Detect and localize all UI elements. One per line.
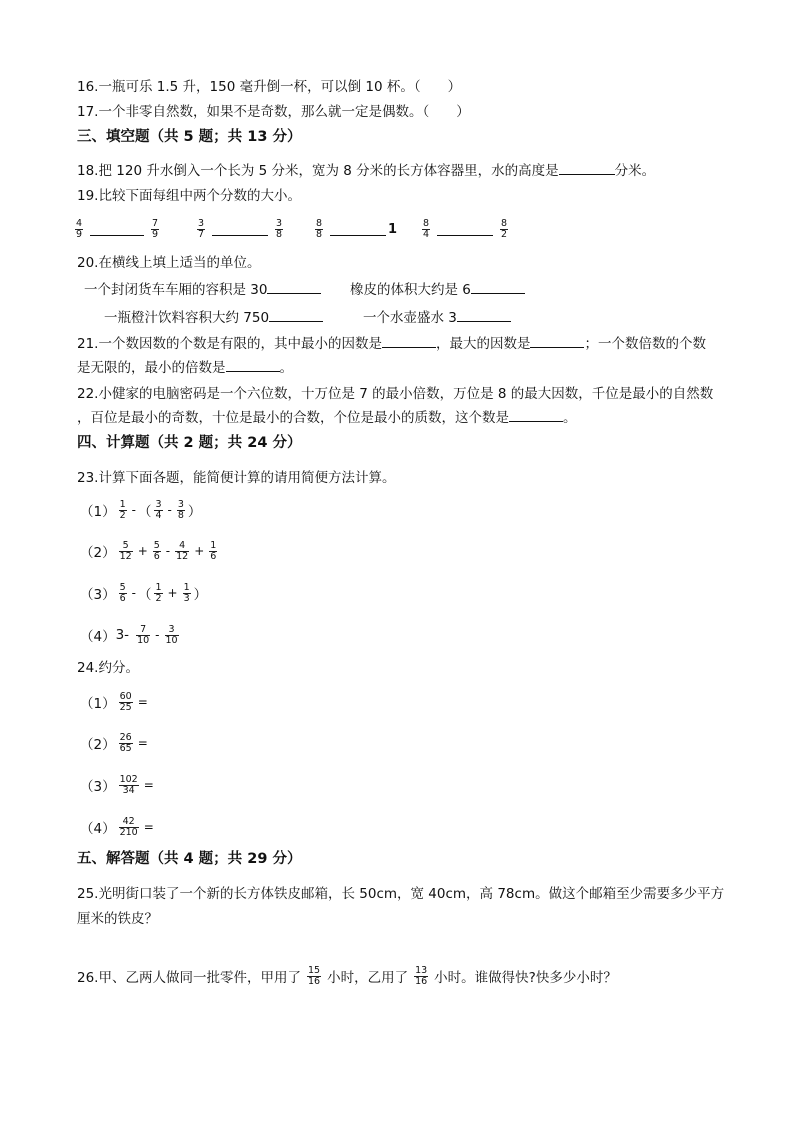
q19-g2-fraction-b: $\frac{3}{8}$ bbox=[276, 217, 283, 240]
q24-item-4 bbox=[80, 813, 156, 841]
minus-sign: - bbox=[155, 628, 160, 642]
question-22-line-1: 22.小健家的电脑密码是一个六位数，十万位是 7 的最小倍数，万位是 8 的最大因数，千位是最小的自然数 bbox=[77, 386, 714, 402]
question-25-line-2: 厘米的铁皮？ bbox=[77, 911, 158, 927]
q23-1-label: （1） bbox=[80, 504, 116, 520]
q20-a-text: 一个封闭货车车厢的容积是 30 bbox=[84, 282, 268, 298]
fraction: $\frac{3}{8}$ bbox=[177, 498, 184, 521]
q19-g1-fraction-b: $\frac{7}{9}$ bbox=[152, 217, 159, 240]
q21-text-e: 。 bbox=[279, 360, 293, 376]
q21-text-d: 是无限的，最小的倍数是 bbox=[77, 360, 226, 376]
question-16: 16.一瓶可乐 1.5 升，150 毫升倒一杯，可以倒 10 杯。（ ） bbox=[77, 79, 462, 95]
left-paren: （ bbox=[137, 504, 152, 520]
q20-d-text: 一个水壶盛水 3 bbox=[363, 310, 457, 326]
q24-2-label: （2） bbox=[80, 737, 116, 753]
fraction: $\frac{1}{2}$ bbox=[155, 581, 162, 604]
fraction: $\frac{5}{6}$ bbox=[119, 581, 126, 604]
q22-text-b: ，百位是最小的奇数，十位是最小的合数，个位是最小的质数，这个数是 bbox=[77, 410, 509, 426]
q20-b-blank[interactable] bbox=[471, 280, 525, 294]
q24-3-label: （3） bbox=[80, 779, 116, 795]
whole-number: 3- bbox=[115, 627, 130, 643]
q20-b-text: 橡皮的体积大约是 6 bbox=[350, 282, 471, 298]
q23-4-label: （4） bbox=[80, 629, 116, 645]
minus-sign: - bbox=[167, 503, 172, 517]
question-24: 24.约分。 bbox=[77, 660, 139, 676]
q20-item-b bbox=[350, 278, 525, 298]
minus-sign: - bbox=[131, 503, 136, 517]
section-4-heading: 四、计算题（共 2 题；共 24 分） bbox=[77, 435, 302, 451]
equals-sign: = bbox=[137, 736, 148, 750]
q20-a-blank[interactable] bbox=[267, 280, 321, 294]
question-26 bbox=[77, 962, 617, 990]
question-22-line-2 bbox=[77, 408, 577, 428]
plus-sign: + bbox=[137, 544, 148, 558]
q19-g3-blank[interactable] bbox=[330, 222, 386, 236]
fraction: $\frac{13}{16}$ bbox=[415, 964, 428, 987]
question-19: 19.比较下面每组中两个分数的大小。 bbox=[77, 188, 301, 204]
plus-sign: + bbox=[194, 544, 205, 558]
equals-sign: = bbox=[143, 820, 154, 834]
fraction: $\frac{26}{65}$ bbox=[119, 731, 132, 754]
minus-sign: - bbox=[131, 586, 136, 600]
q23-part-3 bbox=[80, 580, 207, 606]
question-21-line-2 bbox=[77, 358, 293, 378]
fraction: $\frac{5}{6}$ bbox=[153, 539, 160, 562]
q23-part-2 bbox=[80, 538, 220, 564]
equals-sign: = bbox=[143, 778, 154, 792]
q19-g4-fraction-a: $\frac{8}{4}$ bbox=[423, 217, 430, 240]
fraction: $\frac{3}{4}$ bbox=[155, 498, 162, 521]
fraction: $\frac{5}{12}$ bbox=[119, 539, 132, 562]
q26-text-a: 26.甲、乙两人做同一批零件，甲用了 bbox=[77, 970, 301, 986]
q24-item-1 bbox=[80, 688, 150, 716]
q19-group-3 bbox=[312, 216, 397, 242]
fraction: $\frac{42}{210}$ bbox=[119, 815, 138, 838]
q21-blank-1[interactable] bbox=[382, 334, 436, 348]
q20-c-blank[interactable] bbox=[269, 308, 323, 322]
q19-group-4 bbox=[419, 216, 511, 242]
fraction: $\frac{4}{12}$ bbox=[176, 539, 189, 562]
q23-2-label: （2） bbox=[80, 545, 116, 561]
q21-text-c: ；一个数倍数的个数 bbox=[584, 336, 706, 352]
fraction: $\frac{7}{10}$ bbox=[137, 623, 150, 646]
q22-blank[interactable] bbox=[509, 408, 563, 422]
q24-1-label: （1） bbox=[80, 696, 116, 712]
q20-item-c bbox=[104, 306, 323, 326]
fraction: $\frac{60}{25}$ bbox=[119, 690, 132, 713]
left-paren: （ bbox=[137, 587, 152, 603]
q19-g3-number: 1 bbox=[388, 221, 398, 237]
fraction: $\frac{15}{16}$ bbox=[307, 964, 321, 987]
q23-part-4 bbox=[80, 622, 182, 648]
question-20: 20.在横线上填上适当的单位。 bbox=[77, 255, 261, 271]
q19-g4-blank[interactable] bbox=[437, 222, 493, 236]
q20-item-a bbox=[84, 278, 321, 298]
q24-item-3 bbox=[80, 771, 156, 799]
section-5-heading: 五、解答题（共 4 题；共 29 分） bbox=[77, 851, 302, 867]
q24-4-label: （4） bbox=[80, 821, 116, 837]
question-21-line-1 bbox=[77, 334, 706, 354]
q26-text-b: 小时，乙用了 bbox=[327, 970, 409, 986]
q20-d-blank[interactable] bbox=[457, 308, 511, 322]
q23-part-1 bbox=[80, 497, 201, 523]
q23-3-label: （3） bbox=[80, 587, 116, 603]
equals-sign: = bbox=[137, 695, 148, 709]
plus-sign: + bbox=[167, 586, 178, 600]
fraction: $\frac{1}{3}$ bbox=[183, 581, 190, 604]
q21-text-b: ，最大的因数是 bbox=[435, 336, 531, 352]
q19-g2-blank[interactable] bbox=[212, 222, 268, 236]
question-17: 17.一个非零自然数，如果不是奇数，那么就一定是偶数。（ ） bbox=[77, 104, 470, 120]
q18-text: 18.把 120 升水倒入一个长为 5 分米，宽为 8 分米的长方体容器里，水的高度是 bbox=[77, 163, 559, 179]
q19-group-1 bbox=[72, 216, 162, 242]
q20-item-d bbox=[363, 306, 511, 326]
fraction: $\frac{1}{6}$ bbox=[210, 539, 217, 562]
q19-g1-fraction-a: $\frac{4}{9}$ bbox=[76, 217, 83, 240]
q19-g2-fraction-a: $\frac{3}{7}$ bbox=[198, 217, 205, 240]
q19-g1-blank[interactable] bbox=[90, 222, 144, 236]
right-paren: ） bbox=[187, 504, 202, 520]
fraction: $\frac{102}{34}$ bbox=[119, 773, 138, 796]
q19-g4-fraction-b: $\frac{8}{2}$ bbox=[501, 217, 508, 240]
q18-unit: 分米。 bbox=[614, 163, 656, 179]
fraction: $\frac{3}{10}$ bbox=[165, 623, 178, 646]
question-25-line-1: 25.光明街口装了一个新的长方体铁皮邮箱，长 50cm，宽 40cm，高 78cm。做这个邮箱至少需要多少平方 bbox=[77, 886, 725, 902]
q19-group-2 bbox=[194, 216, 286, 242]
question-18 bbox=[77, 161, 655, 181]
q22-text-c: 。 bbox=[563, 410, 577, 426]
q21-blank-2[interactable] bbox=[530, 334, 584, 348]
right-paren: ） bbox=[193, 587, 208, 603]
q21-text-a: 21.一个数因数的个数是有限的，其中最小的因数是 bbox=[77, 336, 382, 352]
q21-blank-3[interactable] bbox=[226, 358, 280, 372]
section-3-heading: 三、填空题（共 5 题；共 13 分） bbox=[77, 129, 302, 145]
fraction: $\frac{1}{2}$ bbox=[119, 498, 126, 521]
question-23: 23.计算下面各题，能简便计算的请用简便方法计算。 bbox=[77, 470, 396, 486]
q18-blank[interactable] bbox=[559, 161, 615, 175]
q20-c-text: 一瓶橙汁饮料容积大约 750 bbox=[104, 310, 270, 326]
q19-g3-fraction-a: $\frac{8}{8}$ bbox=[316, 217, 323, 240]
q26-text-c: 小时。谁做得快?快多少小时？ bbox=[434, 970, 617, 986]
minus-sign: - bbox=[165, 544, 171, 558]
q24-item-2 bbox=[80, 729, 150, 757]
